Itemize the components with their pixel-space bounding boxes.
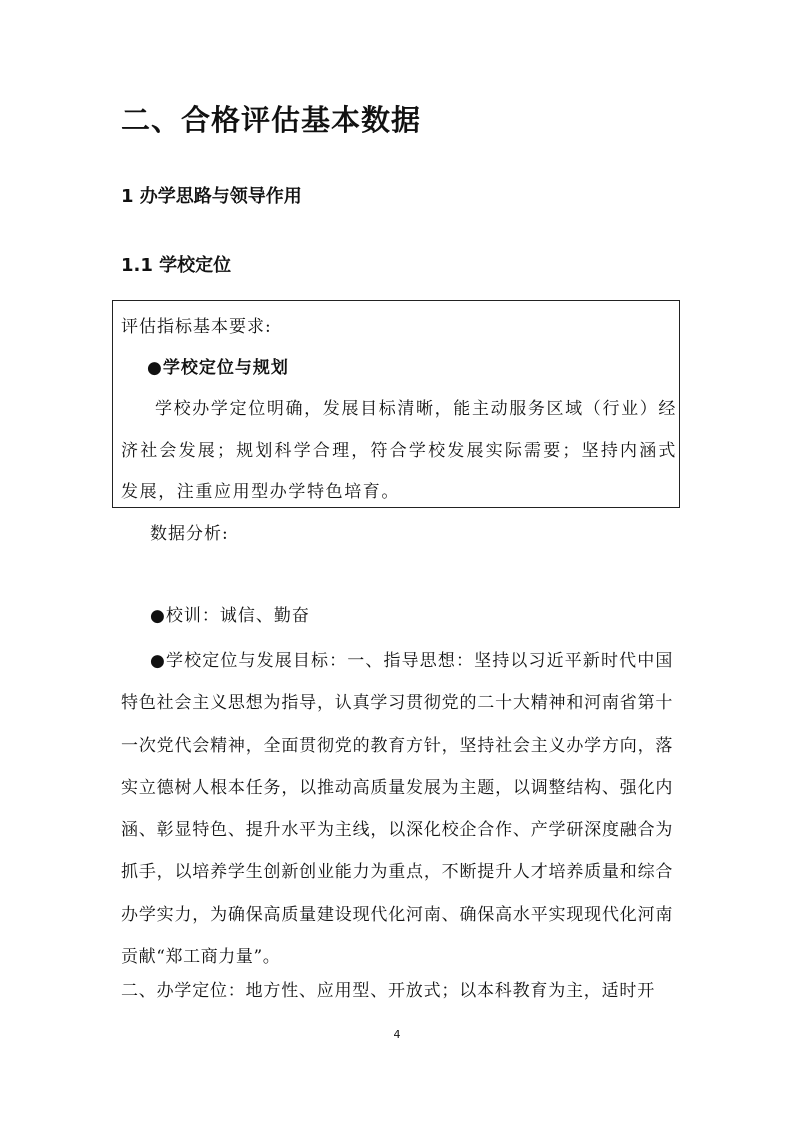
requirements-body: 学校办学定位明确，发展目标清晰，能主动服务区域（行业）经济社会发展；规划科学合理，符合学校发展实际需要；坚持内涵式发展，注重应用型办学特色培育。: [121, 399, 677, 502]
positioning-continuation: 二、办学定位：地方性、应用型、开放式；以本科教育为主，适时开: [121, 981, 655, 1001]
school-motto: ●校训：诚信、勤奋: [150, 606, 310, 626]
section-title: 二、合格评估基本数据: [121, 103, 422, 137]
requirements-box: [112, 300, 680, 508]
page-number: 4: [393, 1028, 401, 1041]
requirements-title: 评估指标基本要求:: [121, 317, 272, 337]
analysis-label: 数据分析:: [150, 524, 229, 544]
subsubsection-title: 1.1 学校定位: [121, 255, 232, 276]
requirements-subtitle: ●学校定位与规划: [147, 358, 289, 378]
subsection-title: 1 办学思路与领导作用: [121, 186, 302, 207]
positioning-paragraph: ●学校定位与发展目标：一、指导思想：坚持以习近平新时代中国特色社会主义思想为指导，认真学习贯彻党的二十大精神和河南省第十一次党代会精神，全面贯彻党的教育方针，坚持社会主义办学方向，落实立德树人根本任务，以推动高质量发展为主题，以调整结构、强化内涵、彰显特色、提升水平为主线，以深化校企合作、产学研深度融合为抓手，以培养学生创新创业能力为重点，不断提升人才培养质量和综合办学实力，为确保高质量建设现代化河南、确保高水平实现现代化河南贡献“郑工商力量”。: [121, 651, 673, 968]
